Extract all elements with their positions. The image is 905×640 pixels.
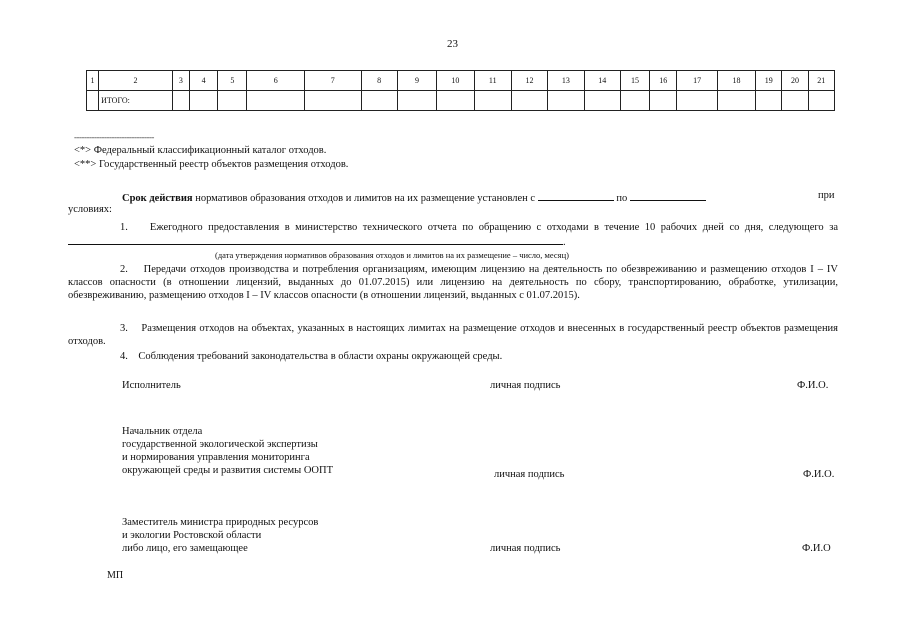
table-empty-cell xyxy=(361,91,397,111)
word-pri: при xyxy=(818,190,835,201)
head-role-line: государственной экологической экспертизы xyxy=(122,439,318,450)
total-label: ИТОГО: xyxy=(99,91,173,111)
deputy-role xyxy=(122,516,318,555)
condition-4-number: 4. xyxy=(120,351,128,362)
table-header-cell: 6 xyxy=(247,71,305,91)
date-from-blank xyxy=(538,190,614,201)
condition-2-text: Передачи отходов производства и потребления организациям, имеющим лицензию на деятельность по обезвреживанию и размещению отходов I – IV классов опасности (в отношении лицензий, выданных до 01.07.2015) или лицензию на деятельность по сбору, транспортированию, обработке, утилизации, обезвреживанию, размещению отходов I – IV классов опасности (в отношении лицензий, выданных с 01.07.2015). xyxy=(68,264,838,301)
validity-text: нормативов образования отходов и лимитов на их размещение установлен с xyxy=(192,193,536,204)
deputy-role-line: и экологии Ростовской области xyxy=(122,530,262,541)
condition-1-text: Ежегодного предоставления в министерство технического отчета по обращению с отходами в течение 10 рабочих дней со дня, следующего за xyxy=(149,222,838,233)
table-empty-cell xyxy=(677,91,717,111)
head-role-line: Начальник отдела xyxy=(122,426,203,437)
table-empty-cell xyxy=(189,91,217,111)
table-empty-cell xyxy=(397,91,436,111)
conditions-label: условиях: xyxy=(68,204,112,215)
table-empty-cell xyxy=(650,91,677,111)
head-role-line: окружающей среды и развития системы ООПТ xyxy=(122,465,333,476)
table-empty-cell xyxy=(511,91,547,111)
condition-2 xyxy=(68,263,838,302)
head-sign: личная подпись xyxy=(494,469,565,480)
deputy-sign: личная подпись xyxy=(490,543,561,554)
table-header-cell: 12 xyxy=(511,71,547,91)
condition-3 xyxy=(68,322,838,348)
condition-1-number: 1. xyxy=(120,222,128,233)
table-header-cell: 19 xyxy=(756,71,782,91)
deputy-role-line: либо лицо, его замещающее xyxy=(122,543,248,554)
table-header-cell: 8 xyxy=(361,71,397,91)
table-empty-cell xyxy=(305,91,362,111)
table-header-cell: 20 xyxy=(782,71,808,91)
condition-1: 1. Ежегодного предоставления в министерство технического отчета по обращению с отходами в течение 10 рабочих дней со дня, следующего за . xyxy=(68,221,838,249)
validity-lead: Срок действия xyxy=(122,193,193,204)
table-header-cell: 18 xyxy=(717,71,755,91)
table-header-cell: 10 xyxy=(437,71,474,91)
deputy-role-line: Заместитель министра природных ресурсов xyxy=(122,517,319,528)
table-header-cell: 17 xyxy=(677,71,717,91)
table-header-cell: 4 xyxy=(189,71,217,91)
table-empty-cell xyxy=(717,91,755,111)
table-total-row xyxy=(87,91,835,111)
date-to-blank xyxy=(630,190,706,201)
head-role-line: и нормирования управления мониторинга xyxy=(122,452,310,463)
table-header-cell: 14 xyxy=(584,71,620,91)
condition-3-text: Размещения отходов на объектах, указанных в настоящих лимитах на размещение отходов и внесенных в государственный реестр объектов размещения отходов. xyxy=(68,323,839,347)
table-empty-cell xyxy=(218,91,247,111)
footnote-rule: -------------------------------- xyxy=(74,132,154,142)
table-header-row xyxy=(87,71,835,91)
condition-4-text: Соблюдения требований законодательства в области охраны окружающей среды. xyxy=(138,351,503,362)
deputy-name: Ф.И.О xyxy=(802,543,831,554)
table-header-cell: 9 xyxy=(397,71,436,91)
footnote-2: <**> Государственный реестр объектов размещения отходов. xyxy=(74,159,349,170)
condition-1-caption: (дата утверждения нормативов образования отходов и лимитов на их размещение – число, месяц) xyxy=(215,250,569,260)
head-name: Ф.И.О. xyxy=(803,469,835,480)
table-header-cell: 1 xyxy=(87,71,99,91)
table-empty-cell xyxy=(782,91,808,111)
table-empty-cell xyxy=(437,91,474,111)
table-empty-cell xyxy=(172,91,189,111)
table-header-cell: 7 xyxy=(305,71,362,91)
word-po: по xyxy=(616,193,628,204)
condition-2-number: 2. xyxy=(120,264,128,275)
table-empty-cell xyxy=(87,91,99,111)
head-role xyxy=(122,425,333,477)
table-header-cell: 2 xyxy=(99,71,173,91)
table-empty-cell xyxy=(247,91,305,111)
executor-name: Ф.И.О. xyxy=(797,380,829,391)
table-empty-cell xyxy=(620,91,649,111)
table-header-cell: 11 xyxy=(474,71,511,91)
table-empty-cell xyxy=(756,91,782,111)
table-empty-cell xyxy=(474,91,511,111)
table-header-cell: 15 xyxy=(620,71,649,91)
executor-sign: личная подпись xyxy=(490,380,561,391)
table-empty-cell xyxy=(808,91,834,111)
table-empty-cell xyxy=(584,91,620,111)
page-number: 23 xyxy=(447,38,458,50)
validity-line xyxy=(122,190,706,204)
footnote-1: <*> Федеральный классификационный каталог отходов. xyxy=(74,145,327,156)
table-empty-cell xyxy=(548,91,584,111)
table-header-cell: 5 xyxy=(218,71,247,91)
stamp-place: МП xyxy=(107,570,124,581)
date-approval-blank xyxy=(68,234,563,245)
condition-4 xyxy=(68,350,838,363)
table-header-cell: 3 xyxy=(172,71,189,91)
limits-table xyxy=(86,70,835,111)
table-header-cell: 21 xyxy=(808,71,834,91)
executor-role: Исполнитель xyxy=(122,380,181,391)
table-header-cell: 13 xyxy=(548,71,584,91)
table-header-cell: 16 xyxy=(650,71,677,91)
condition-3-number: 3. xyxy=(120,323,128,334)
